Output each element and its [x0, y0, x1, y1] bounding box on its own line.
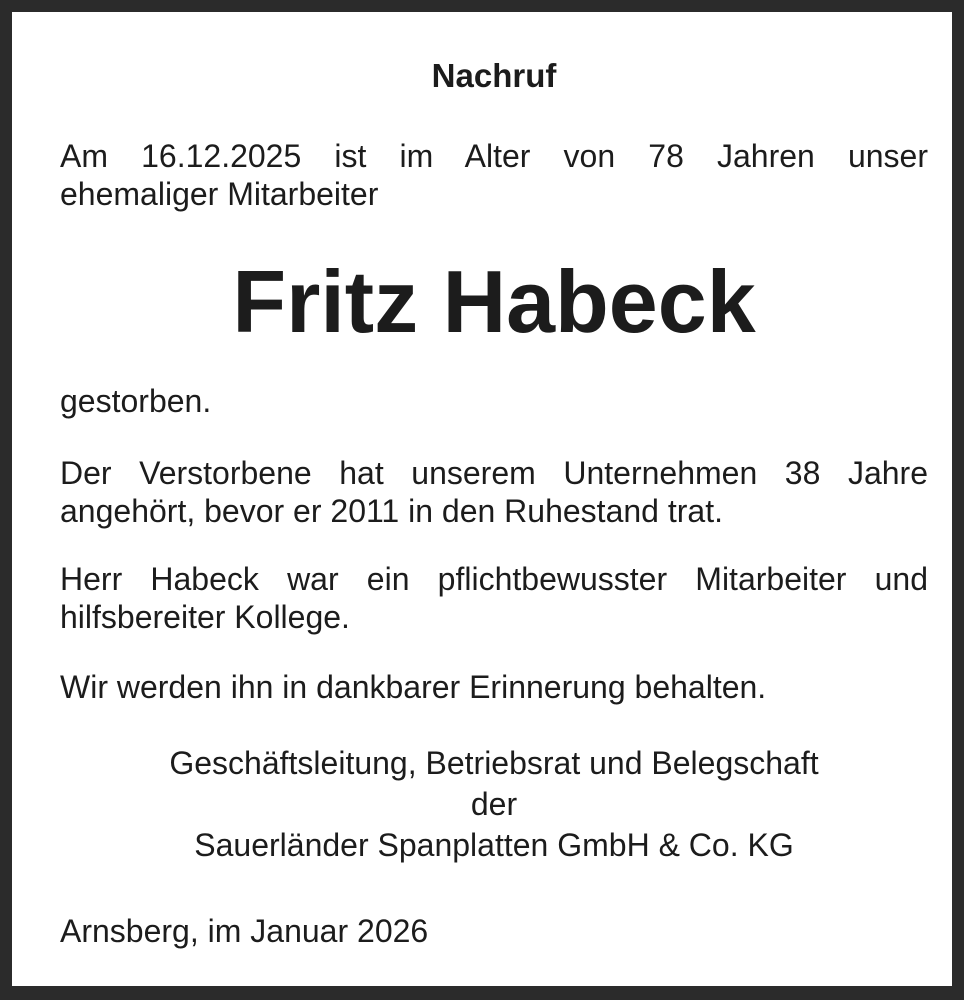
signature-line-2: der	[470, 786, 518, 822]
signature-line-3: Sauerländer Spanplatten GmbH & Co. KG	[194, 827, 794, 863]
notice-heading: Nachruf	[431, 57, 557, 94]
paragraph-character-line-2: hilfsbereiter Kollege.	[60, 599, 350, 635]
intro-line-2: ehemaliger Mitarbeiter	[60, 176, 379, 212]
paragraph-character-line-1: Herr Habeck war ein pflichtbewusster Mitarbeiter und	[60, 561, 928, 597]
paragraph-character	[60, 560, 928, 636]
deceased-name: Fritz Habeck	[232, 252, 756, 351]
paragraph-career	[60, 454, 928, 530]
signature-line-1: Geschäftsleitung, Betriebsrat und Belegschaft	[169, 745, 819, 781]
signature-block	[60, 743, 928, 866]
intro-text	[60, 137, 928, 213]
paragraph-remembrance: Wir werden ihn in dankbarer Erinnerung behalten.	[60, 669, 767, 705]
paragraph-career-line-2: angehört, bevor er 2011 in den Ruhestand trat.	[60, 493, 723, 529]
paragraph-career-line-1: Der Verstorbene hat unserem Unternehmen 38 Jahre	[60, 455, 928, 491]
place-date: Arnsberg, im Januar 2026	[60, 913, 429, 949]
intro-line-1: Am 16.12.2025 ist im Alter von 78 Jahren unser	[60, 138, 928, 174]
deceased-statement: gestorben.	[60, 383, 212, 419]
